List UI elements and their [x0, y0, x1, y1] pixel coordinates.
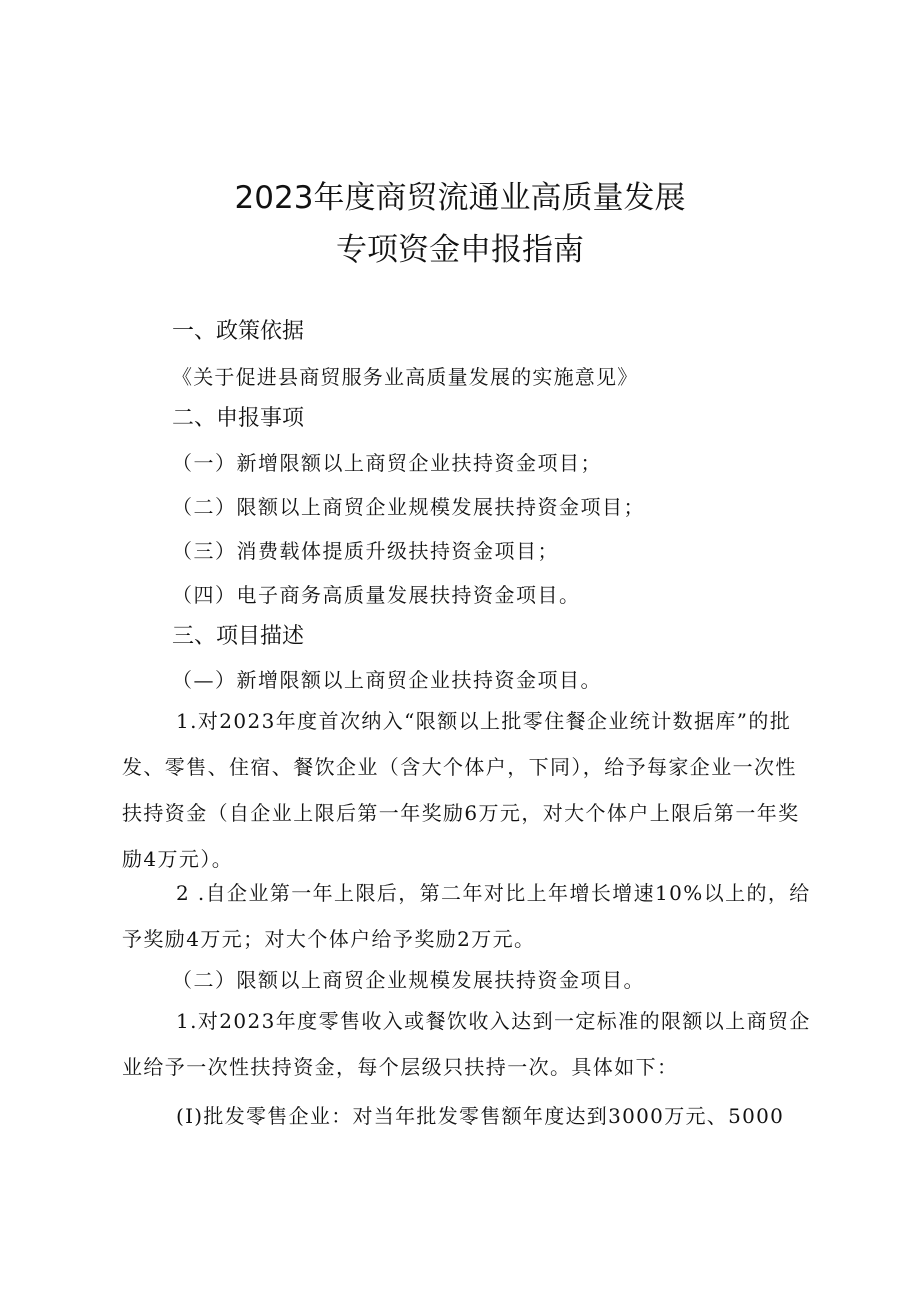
- subsection-heading: （二）限额以上商贸企业规模发展扶持资金项目。: [172, 968, 645, 992]
- application-item: （三）消费载体提质升级扶持资金项目；: [172, 539, 559, 563]
- section-heading-policy-basis: 一、政策依据: [172, 319, 305, 344]
- section-heading-application-items: 二、申报事项: [172, 406, 305, 431]
- application-item: （一）新增限额以上商贸企业扶持资金项目；: [172, 451, 602, 475]
- policy-reference: 《关于促进县商贸服务业高质量发展的实施意见》: [172, 365, 639, 389]
- paragraph: 1.对2023年度零售收入或餐饮收入达到一定标准的限额以上商贸企业给予一次性扶持资金，每个层级只扶持一次。具体如下：: [122, 1009, 811, 1079]
- document-title-line1: 2023年度商贸流通业高质量发展: [234, 180, 686, 216]
- paragraph: 2 .自企业第一年上限后，第二年对比上年增长增速10%以上的，给予奖励4万元；对大个体户给予奖励2万元。: [122, 881, 811, 951]
- subsection-heading: （—）新增限额以上商贸企业扶持资金项目。: [172, 668, 602, 692]
- section-heading-project-description: 三、项目描述: [172, 624, 305, 649]
- application-item: （四）电子商务高质量发展扶持资金项目。: [172, 583, 581, 607]
- paragraph: (I)批发零售企业：对当年批发零售额年度达到3000万元、5000: [176, 1104, 785, 1128]
- application-item: （二）限额以上商贸企业规模发展扶持资金项目；: [172, 495, 645, 519]
- paragraph: 1.对2023年度首次纳入“限额以上批零住餐企业统计数据库”的批发、零售、住宿、餐饮企业（含大个体户，下同），给予每家企业一次性扶持资金（自企业上限后第一年奖励6万元，对大个体户上限后第一年奖励4万元）。: [122, 709, 800, 871]
- document-title-line2: 专项资金申报指南: [336, 232, 584, 268]
